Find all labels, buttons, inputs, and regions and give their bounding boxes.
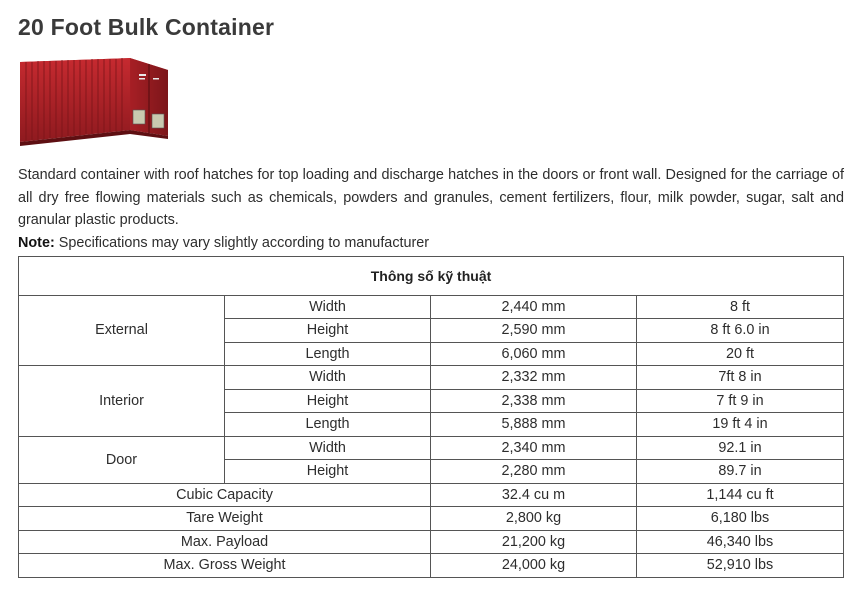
metric-cell: 2,338 mm [431,389,637,413]
summary-label: Max. Gross Weight [19,554,431,578]
table-row [19,436,844,460]
table-row [19,366,844,390]
group-label-door: Door [19,436,225,483]
metric-cell: 32.4 cu m [431,483,637,507]
imperial-cell: 8 ft 6.0 in [637,319,844,343]
metric-cell: 5,888 mm [431,413,637,437]
imperial-cell: 6,180 lbs [637,507,844,531]
table-row [19,554,844,578]
page-title: 20 Foot Bulk Container [18,14,275,40]
metric-cell: 2,340 mm [431,436,637,460]
table-row [19,295,844,319]
dimension-cell: Height [225,319,431,343]
table-row [19,530,844,554]
summary-label: Cubic Capacity [19,483,431,507]
metric-cell: 2,280 mm [431,460,637,484]
dimension-cell: Width [225,366,431,390]
imperial-cell: 46,340 lbs [637,530,844,554]
imperial-cell: 52,910 lbs [637,554,844,578]
imperial-cell: 89.7 in [637,460,844,484]
metric-cell: 2,332 mm [431,366,637,390]
group-label-interior: Interior [19,366,225,437]
dimension-cell: Length [225,413,431,437]
imperial-cell: 8 ft [637,295,844,319]
table-row [19,507,844,531]
group-label-external: External [19,295,225,366]
imperial-cell: 19 ft 4 in [637,413,844,437]
metric-cell: 2,590 mm [431,319,637,343]
metric-cell: 21,200 kg [431,530,637,554]
specification-note [18,232,844,254]
dimension-cell: Height [225,460,431,484]
specification-table [18,256,844,578]
imperial-cell: 7ft 8 in [637,366,844,390]
imperial-cell: 92.1 in [637,436,844,460]
summary-label: Tare Weight [19,507,431,531]
page-content [18,12,844,578]
table-row [19,483,844,507]
note-label: Note: [18,234,55,251]
metric-cell: 2,440 mm [431,295,637,319]
metric-cell: 6,060 mm [431,342,637,366]
container-description: Standard container with roof hatches for top loading and discharge hatches in the doors or front wall. Designed for the carriage of all dry free flowing materials such as chemicals, powders and granules, cement fertilizers, flour, milk powder, sugar, salt and granular plastic products. [18,167,844,228]
dimension-cell: Width [225,295,431,319]
dimension-cell: Width [225,436,431,460]
table-header: Thông số kỹ thuật [19,256,844,295]
table-header-row [19,256,844,295]
metric-cell: 24,000 kg [431,554,637,578]
note-text: Specifications may vary slightly according to manufacturer [54,234,430,251]
container-illustration [18,56,178,148]
imperial-cell: 1,144 cu ft [637,483,844,507]
dimension-cell: Height [225,389,431,413]
imperial-cell: 20 ft [637,342,844,366]
dimension-cell: Length [225,342,431,366]
summary-label: Max. Payload [19,530,431,554]
imperial-cell: 7 ft 9 in [637,389,844,413]
shipping-container-image [18,56,178,148]
metric-cell: 2,800 kg [431,507,637,531]
